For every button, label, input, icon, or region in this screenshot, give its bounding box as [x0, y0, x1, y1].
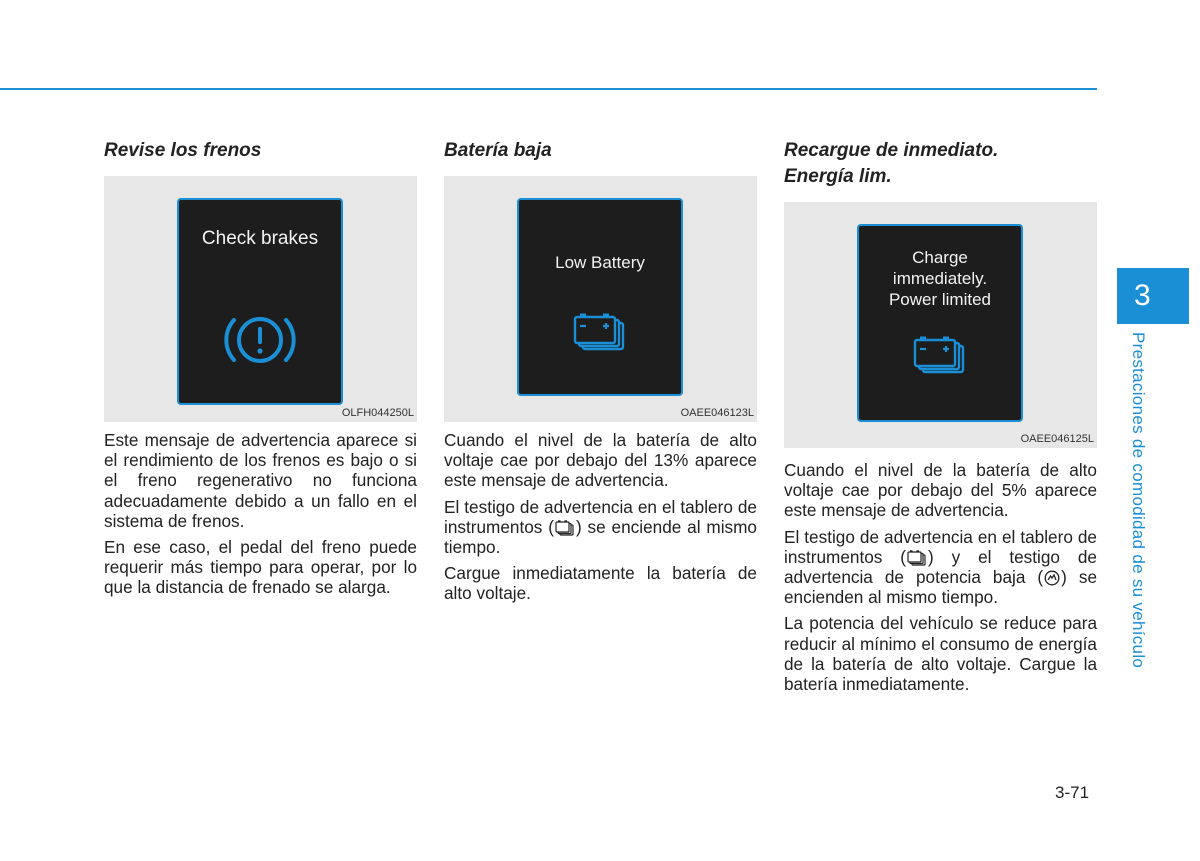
- paragraph-text: ) se enciende al mismo tiempo.: [444, 516, 757, 558]
- paragraph: [444, 497, 757, 558]
- display-screen: [517, 198, 683, 396]
- section-heading: Batería baja: [444, 140, 552, 161]
- screen-line: Power limited: [888, 290, 992, 309]
- display-screen: [857, 224, 1023, 422]
- section-heading: Revise los frenos: [104, 140, 262, 161]
- screen-message: Low Battery: [555, 253, 645, 272]
- paragraph: En ese caso, el pedal del freno puede requerir más tiempo para operar, por lo que la distancia de frenado se alarga.: [104, 537, 417, 598]
- brake-warning-icon: [219, 308, 301, 372]
- battery-icon: [913, 336, 969, 376]
- figure-code: OAEE046125L: [1020, 433, 1094, 445]
- battery-icon: [573, 313, 629, 353]
- paragraph-text: El testigo de advertencia en el tablero de instrumentos (: [444, 496, 757, 537]
- paragraph: Cuando el nivel de la batería de alto voltaje cae por debajo del 13% aparece este mensaje de advertencia.: [444, 430, 757, 491]
- figure-low-battery: [444, 176, 757, 422]
- section-charge-immediately: [784, 138, 1097, 694]
- heading-line: Energía lim.: [784, 166, 892, 187]
- section-check-brakes: [104, 138, 417, 598]
- section-low-battery: [444, 138, 757, 604]
- figure-code: OAEE046123L: [680, 407, 754, 419]
- page-number: 3-71: [1055, 783, 1090, 802]
- section-heading: [784, 138, 1097, 190]
- heading-line: Recargue de inmediato.: [784, 140, 999, 161]
- figure-check-brakes: [104, 176, 417, 422]
- power-limited-inline-icon: [1044, 570, 1060, 586]
- paragraph: Este mensaje de advertencia aparece si el rendimiento de los frenos es bajo o si el freno regenerativo no funciona adecuadamente debido a un fallo en el sistema de frenos.: [104, 430, 417, 531]
- chapter-title: Prestaciones de comodidad de su vehículo: [1129, 332, 1148, 669]
- screen-line: Charge: [912, 248, 968, 267]
- screen-message: [859, 247, 1021, 310]
- battery-warning-inline-icon: [555, 520, 575, 536]
- paragraph: Cargue inmediatamente la batería de alto voltaje.: [444, 563, 757, 604]
- screen-line: immediately.: [892, 269, 988, 288]
- paragraph-text: ) y el testigo de advertencia de potencia baja (: [784, 546, 1097, 588]
- figure-code: OLFH044250L: [341, 407, 414, 419]
- paragraph: Cuando el nivel de la batería de alto voltaje cae por debajo del 5% aparece este mensaje de advertencia.: [784, 460, 1097, 521]
- display-screen: [177, 198, 343, 405]
- chapter-tab: 3: [1117, 268, 1189, 324]
- paragraph: La potencia del vehículo se reduce para reducir al mínimo el consumo de energía de la batería de alto voltaje. Cargue la batería inmediatamente.: [784, 613, 1097, 695]
- paragraph: [784, 527, 1097, 608]
- paragraph-text: ) se encienden al mismo tiempo.: [784, 567, 1098, 608]
- figure-charge-immediately: [784, 202, 1097, 448]
- battery-warning-inline-icon: [907, 550, 927, 566]
- header-rule: [0, 88, 1097, 90]
- screen-message: Check brakes: [201, 228, 319, 249]
- paragraph-text: El testigo de advertencia en el tablero de instrumentos (: [784, 526, 1097, 567]
